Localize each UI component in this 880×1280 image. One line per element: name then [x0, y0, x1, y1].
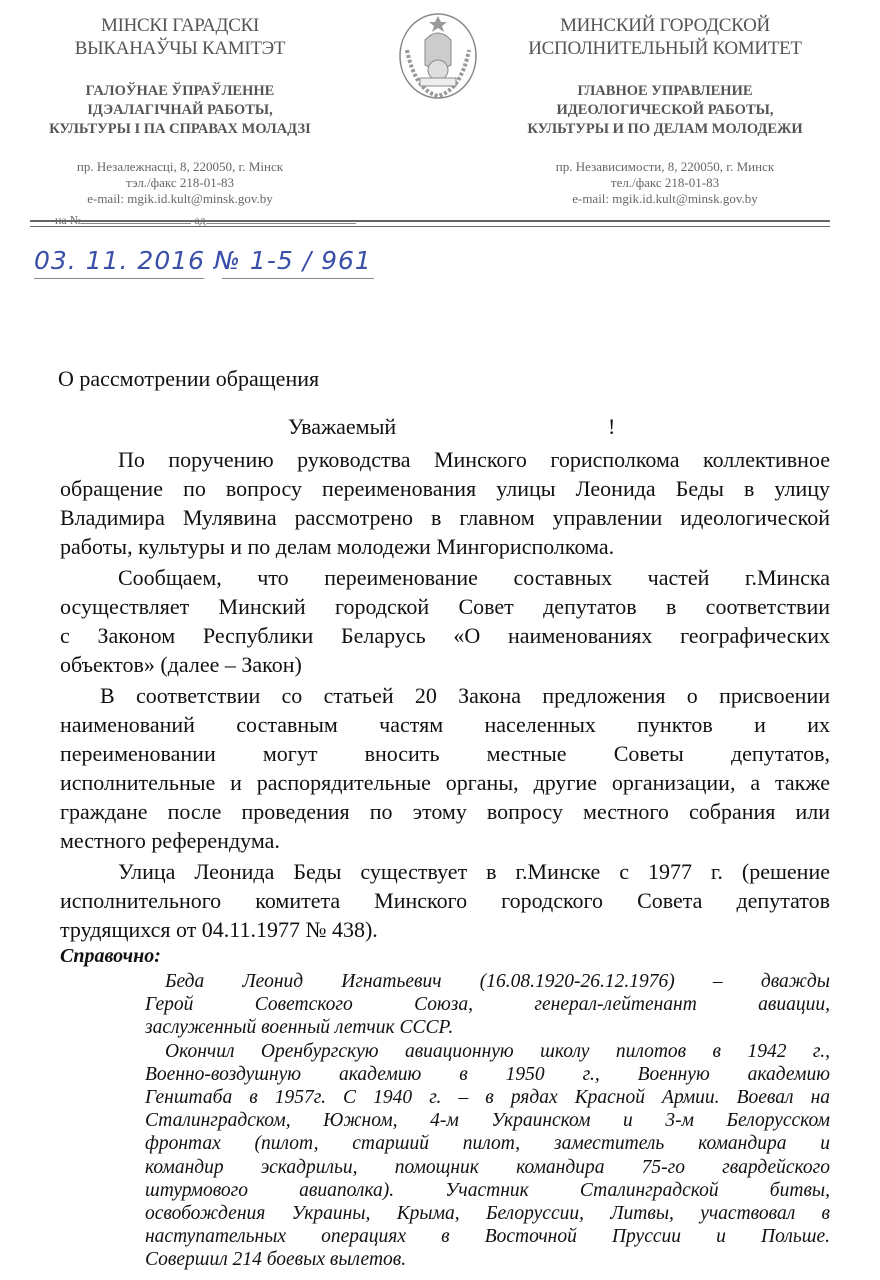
reference-label: Справочно: [60, 945, 161, 967]
text-line: исполнительные и распорядительные органы, другие организации, а также [60, 770, 830, 795]
text-line: наступательных операциях в Восточной Пруссии и Польше. [145, 1226, 830, 1248]
paragraph [60, 563, 830, 679]
paragraph [60, 681, 830, 855]
greeting: Уважаемый ! [288, 414, 616, 439]
text-line: штурмового авиаполка). Участник Сталинградской битвы, [145, 1179, 830, 1201]
text-line: Окончил Оренбургскую авиационную школу пилотов в 1942 г., [165, 1040, 830, 1062]
text-line: наименований составным частям населенных пунктов и их [60, 712, 830, 737]
text-line: Улица Леонида Беды существует в г.Минске с 1977 г. (решение [118, 859, 830, 884]
org-name-by: МІНСКІ ГАРАДСКІ ВЫКАНАЎЧЫ КАМІТЭТ [74, 15, 286, 59]
dept-name-ru: ГЛАВНОЕ УПРАВЛЕНИЕ ИДЕОЛОГИЧЕСКОЙ РАБОТЫ, КУЛЬТУРЫ И ПО ДЕЛАМ МОЛОДЕЖИ [527, 83, 803, 137]
text-line: Владимира Мулявина рассмотрено в главном управлении идеологической [60, 505, 830, 530]
text-line: с Законом Республики Беларусь «О наименованиях географических [60, 623, 830, 648]
address-ru: пр. Независимости, 8, 220050, г. Минск тел./факс 218-01-83 e-mail: mgik.id.kult@minsk.gov.by [555, 159, 775, 206]
org-name-ru: МИНСКИЙ ГОРОДСКОЙ ИСПОЛНИТЕЛЬНЫЙ КОМИТЕТ [528, 15, 802, 59]
text-line: Герой Советского Союза, генерал-лейтенант авиации, [145, 994, 830, 1016]
text-line: обращение по вопросу переименования улицы Леонида Беды в улицу [60, 476, 830, 501]
number-underline [222, 278, 374, 279]
text-line: исполнительного комитета Минского городского Совета депутатов [60, 888, 830, 913]
address-by: пр. Незалежнасці, 8, 220050, г. Мінск тэл./факс 218-01-83 e-mail: mgik.id.kult@minsk.gov.by [76, 159, 284, 206]
text-line: работы, культуры и по делам молодежи Мингорисполкома. [60, 534, 615, 559]
reference-row: на № ад [55, 213, 356, 227]
text-line: переименовании могут вносить местные Советы депутатов, [60, 741, 830, 766]
text-line: командир эскадрильи, помощник командира 75-го гвардейского [145, 1156, 830, 1178]
text-line: По поручению руководства Минского горисполкома коллективное [118, 447, 830, 472]
text-line: объектов» (далее – Закон) [60, 652, 302, 677]
text-line: граждане после проведения по этому вопросу местного собрания или [60, 799, 830, 824]
text-line: фронтах (пилот, старший пилот, заместитель командира и [145, 1133, 830, 1155]
text-line: Сталинградском, Южном, 4-м Украинском и 3-м Белорусском [145, 1110, 830, 1132]
reference-body [145, 970, 830, 1271]
text-line: Беда Леонид Игнатьевич (16.08.1920-26.12.1976) – дважды [165, 971, 830, 992]
text-line: заслуженный военный летчик СССР. [145, 1017, 454, 1039]
letter-subject: О рассмотрении обращения [58, 366, 320, 391]
state-emblem-icon [395, 10, 481, 100]
handwritten-date-number: 03. 11. 2016 № 1-5 / 961 [34, 246, 372, 275]
text-line: Совершил 214 боевых вылетов. [145, 1249, 407, 1271]
text-line: трудящихся от 04.11.1977 № 438). [60, 917, 378, 942]
date-underline [34, 278, 204, 279]
text-line: В соответствии со статьей 20 Закона предложения о присвоении [100, 683, 830, 708]
letterhead-right [500, 14, 830, 207]
paragraph [60, 445, 830, 561]
paragraph [60, 857, 830, 944]
text-line: местного референдума. [60, 828, 280, 853]
text-line: освобождения Украины, Крыма, Белоруссии, Литвы, участвовал в [145, 1202, 830, 1224]
reference-paragraph [145, 1040, 830, 1272]
text-line: Сообщаем, что переименование составных частей г.Минска [118, 565, 830, 590]
text-line: Генштаба в 1957г. С 1940 г. – в рядах Красной Армии. Воевал на [145, 1086, 830, 1108]
letterhead-left [20, 14, 340, 207]
reference-paragraph [145, 970, 830, 1040]
text-line: осуществляет Минский городской Совет депутатов в соответствии [60, 594, 830, 619]
dept-name-by: ГАЛОЎНАЕ ЎПРАЎЛЕННЕ ІДЭАЛАГІЧНАЙ РАБОТЫ, КУЛЬТУРЫ І ПА СПРАВАХ МОЛАДЗІ [49, 83, 311, 137]
text-line: Военно-воздушную академию в 1950 г., Военную академию [145, 1063, 830, 1085]
